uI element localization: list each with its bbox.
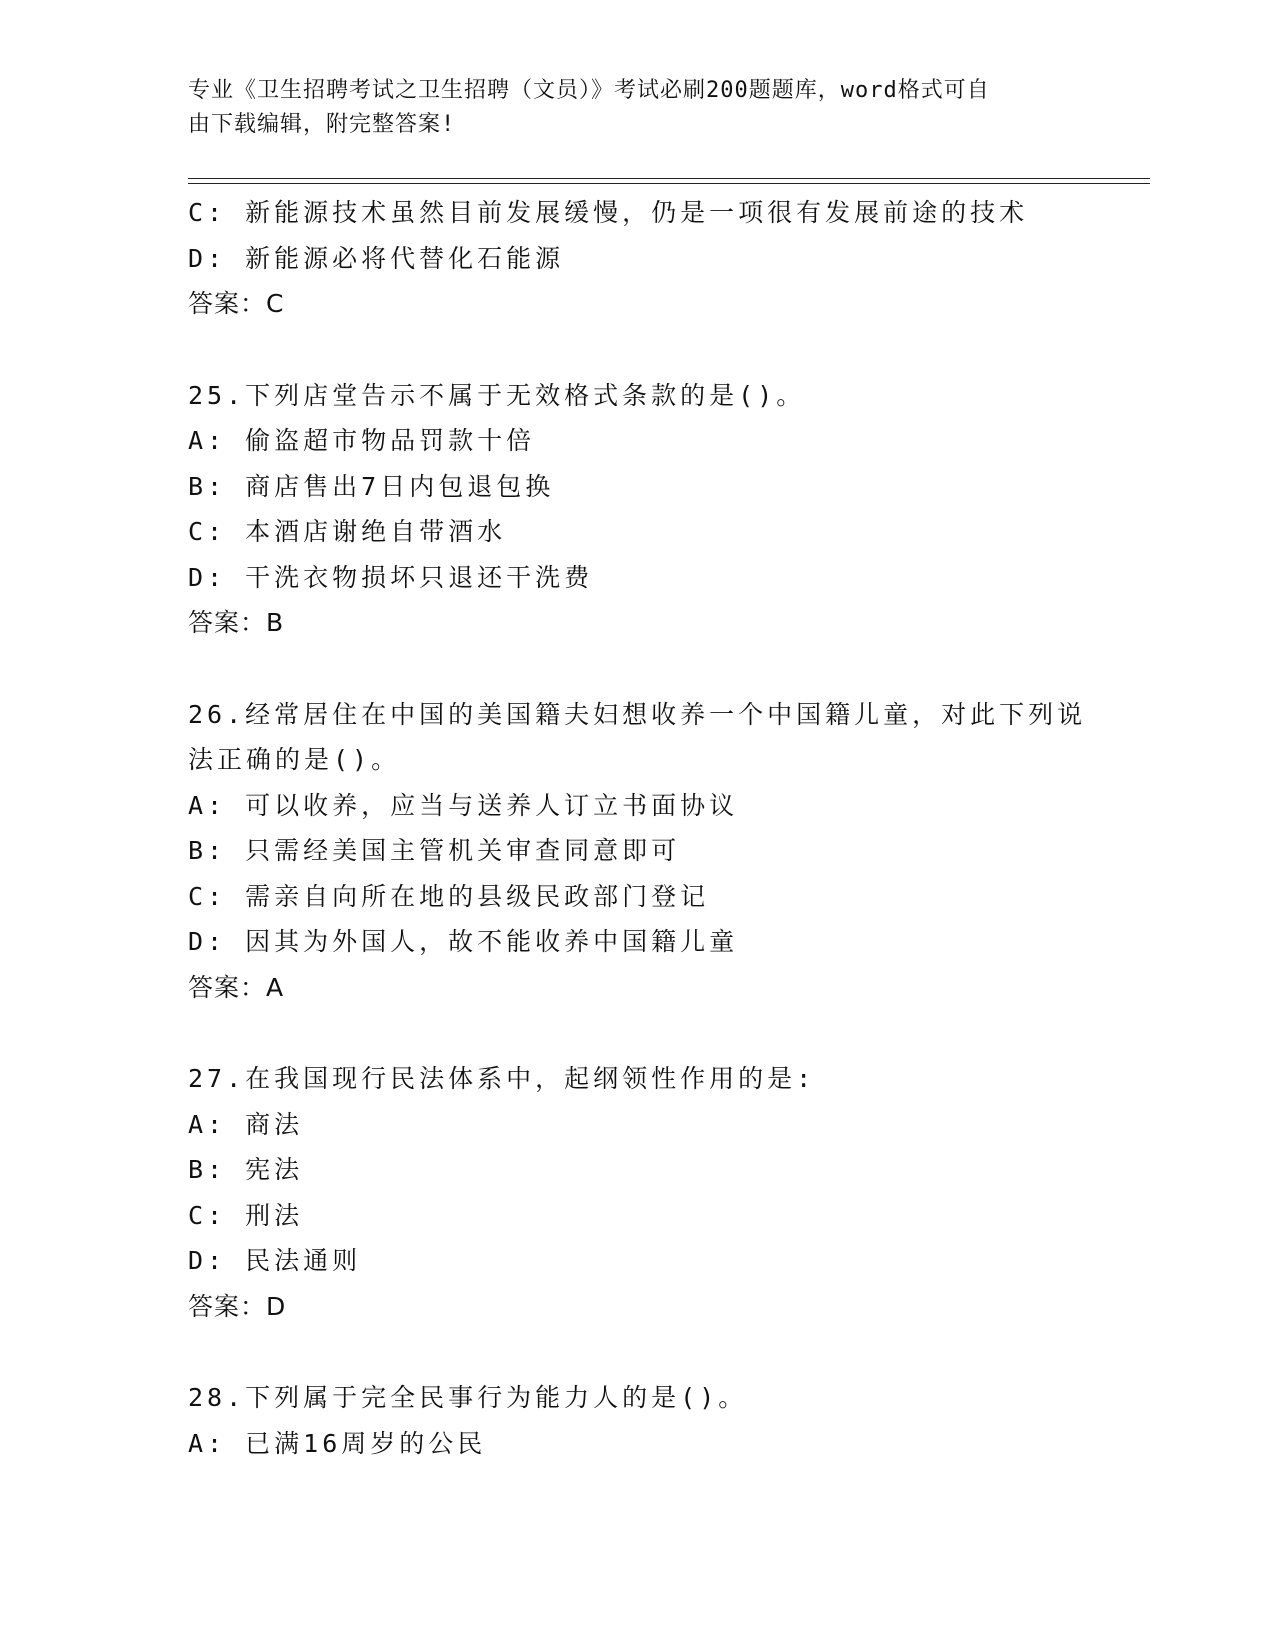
question-text-line-2: 法正确的是()。	[188, 745, 401, 774]
option-d: D: 民法通则	[188, 1246, 362, 1275]
question-block-28	[188, 1375, 1088, 1466]
question-block-prev	[188, 190, 1088, 327]
option-c: C: 刑法	[188, 1200, 304, 1230]
answer-line: 答案：B	[188, 608, 285, 637]
option-d: D: 新能源必将代替化石能源	[188, 243, 565, 273]
option-c: C: 新能源技术虽然目前发展缓慢，仍是一项很有发展前途的技术	[188, 198, 1029, 227]
option-a: A: 可以收养，应当与送养人订立书面协议	[188, 790, 739, 820]
option-b: B: 商店售出7日内包退包换	[188, 471, 555, 501]
question-text: 27.在我国现行民法体系中，起纲领性作用的是:	[188, 1064, 816, 1093]
option-b: B: 宪法	[188, 1155, 304, 1184]
answer-line: 答案：D	[188, 1291, 287, 1321]
answer-line: 答案：A	[188, 972, 285, 1002]
page-header	[188, 74, 1068, 142]
header-rule-top	[188, 178, 1150, 179]
spacer	[188, 1329, 1088, 1375]
question-block-25	[188, 373, 1088, 646]
question-block-27	[188, 1056, 1088, 1329]
spacer	[188, 1010, 1088, 1056]
spacer	[188, 327, 1088, 373]
header-line-1: 专业《卫生招聘考试之卫生招聘（文员）》考试必刷200题题库，word格式可自	[188, 78, 990, 103]
question-text: 25.下列店堂告示不属于无效格式条款的是()。	[188, 380, 806, 410]
header-line-2: 由下载编辑，附完整答案!	[188, 112, 456, 137]
spacer	[188, 646, 1088, 692]
answer-line: 答案：C	[188, 289, 285, 318]
option-c: C: 本酒店谢绝自带酒水	[188, 517, 507, 546]
option-c: C: 需亲自向所在地的县级民政部门登记	[188, 881, 710, 911]
option-a: A: 商法	[188, 1109, 304, 1139]
option-d: D: 因其为外国人，故不能收养中国籍儿童	[188, 927, 739, 956]
option-a: A: 已满16周岁的公民	[188, 1428, 487, 1458]
option-a: A: 偷盗超市物品罚款十倍	[188, 426, 536, 455]
option-d: D: 干洗衣物损坏只退还干洗费	[188, 562, 594, 592]
option-b: B: 只需经美国主管机关审查同意即可	[188, 836, 681, 865]
question-text: 28.下列属于完全民事行为能力人的是()。	[188, 1383, 748, 1412]
question-list	[188, 190, 1088, 1466]
header-rule-bottom	[188, 183, 1150, 184]
question-block-26	[188, 692, 1088, 1011]
question-text-line-1: 26.经常居住在中国的美国籍夫妇想收养一个中国籍儿童，对此下列说	[188, 699, 1087, 729]
